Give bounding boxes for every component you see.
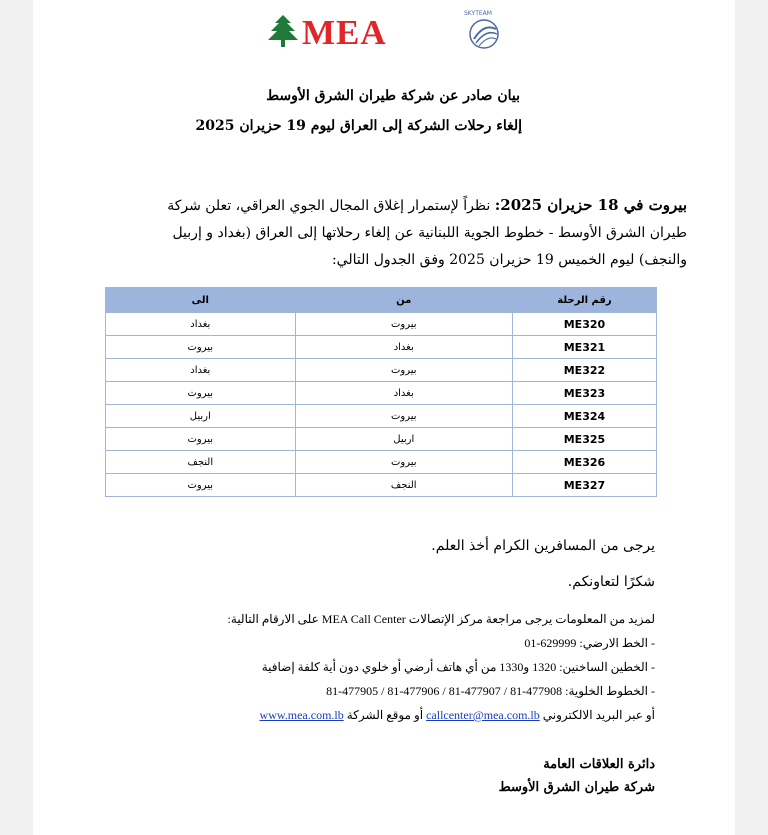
- statement-text: نظراً لإستمرار إغلاق المجال الجوي العراقي، تعلن شركة طيران الشرق الأوسط - خطوط الجوية اللبنانية عن إلغاء رحلاتها إلى العراق (بغداد و إربيل والنجف) ليوم الخميس 19 حزيران 2025 وفق الجدول التالي:: [167, 198, 687, 268]
- department-name: دائرة العلاقات العامة: [543, 757, 655, 772]
- statement-paragraph: [127, 192, 687, 274]
- logo-wordmark: MEA: [302, 13, 387, 52]
- contact-landline: - الخط الارضي: 629999-01: [524, 636, 655, 650]
- table-row: [106, 359, 657, 382]
- email-prefix: أو عبر البريد الالكتروني: [542, 708, 655, 722]
- flight-number: ME327: [512, 474, 656, 497]
- flight-from: اربيل: [295, 428, 512, 451]
- header-from: من: [295, 288, 512, 313]
- flight-number: ME324: [512, 405, 656, 428]
- flight-from: بيروت: [295, 359, 512, 382]
- statement-lead: بيروت في 18 حزيران 2025:: [494, 196, 687, 214]
- contact-mobile: - الخطوط الخلوية: 477908-81 / 477907-81 / 477906-81 / 477905-81: [326, 684, 655, 698]
- flight-to: بيروت: [106, 474, 296, 497]
- flight-from: بغداد: [295, 382, 512, 405]
- flight-number: ME322: [512, 359, 656, 382]
- website-link[interactable]: www.mea.com.lb: [259, 708, 344, 722]
- table-row: [106, 451, 657, 474]
- header-flight-number: رقم الرحلة: [512, 288, 656, 313]
- company-name: شركة طيران الشرق الأوسط: [498, 780, 655, 795]
- flight-number: ME325: [512, 428, 656, 451]
- flight-to: بغداد: [106, 313, 296, 336]
- flight-to: النجف: [106, 451, 296, 474]
- header-to: الى: [106, 288, 296, 313]
- flights-table: [105, 287, 657, 497]
- flight-from: بغداد: [295, 336, 512, 359]
- table-header-row: [106, 288, 657, 313]
- flight-from: النجف: [295, 474, 512, 497]
- contact-intro: لمزيد من المعلومات يرجى مراجعة مركز الإتصالات MEA Call Center على الارقام التالية:: [227, 612, 655, 626]
- skyteam-label: SKYTEAM: [464, 10, 492, 17]
- travelers-notice: يرجى من المسافرين الكرام أخذ العلم.: [431, 538, 655, 554]
- table-row: [106, 474, 657, 497]
- flight-number: ME320: [512, 313, 656, 336]
- flight-from: بيروت: [295, 451, 512, 474]
- table-row: [106, 382, 657, 405]
- email-link[interactable]: callcenter@mea.com.lb: [426, 708, 540, 722]
- flight-to: اربيل: [106, 405, 296, 428]
- table-row: [106, 336, 657, 359]
- flight-from: بيروت: [295, 405, 512, 428]
- contact-hotlines: - الخطين الساخنين: 1320 و1330 من أي هاتف أرضي أو خلوي دون أية كلفة إضافية: [261, 660, 655, 674]
- cedar-icon: [265, 13, 301, 49]
- contact-online: [260, 708, 655, 723]
- document-page: [33, 0, 735, 835]
- flight-to: بيروت: [106, 382, 296, 405]
- table-row: [106, 405, 657, 428]
- flight-to: بغداد: [106, 359, 296, 382]
- flight-number: ME321: [512, 336, 656, 359]
- thanks-text: شكرًا لتعاونكم.: [567, 574, 655, 590]
- website-prefix: أو موقع الشركة: [346, 708, 424, 722]
- statement-subtitle: إلغاء رحلات الشركة إلى العراق ليوم 19 حزيران 2025: [195, 118, 522, 134]
- flight-to: بيروت: [106, 336, 296, 359]
- flight-number: ME323: [512, 382, 656, 405]
- flight-number: ME326: [512, 451, 656, 474]
- table-row: [106, 313, 657, 336]
- flight-from: بيروت: [295, 313, 512, 336]
- statement-title: بيان صادر عن شركة طيران الشرق الأوسط: [266, 88, 520, 104]
- skyteam-icon: [465, 13, 503, 51]
- flight-to: بيروت: [106, 428, 296, 451]
- table-row: [106, 428, 657, 451]
- mea-logo: [265, 10, 505, 52]
